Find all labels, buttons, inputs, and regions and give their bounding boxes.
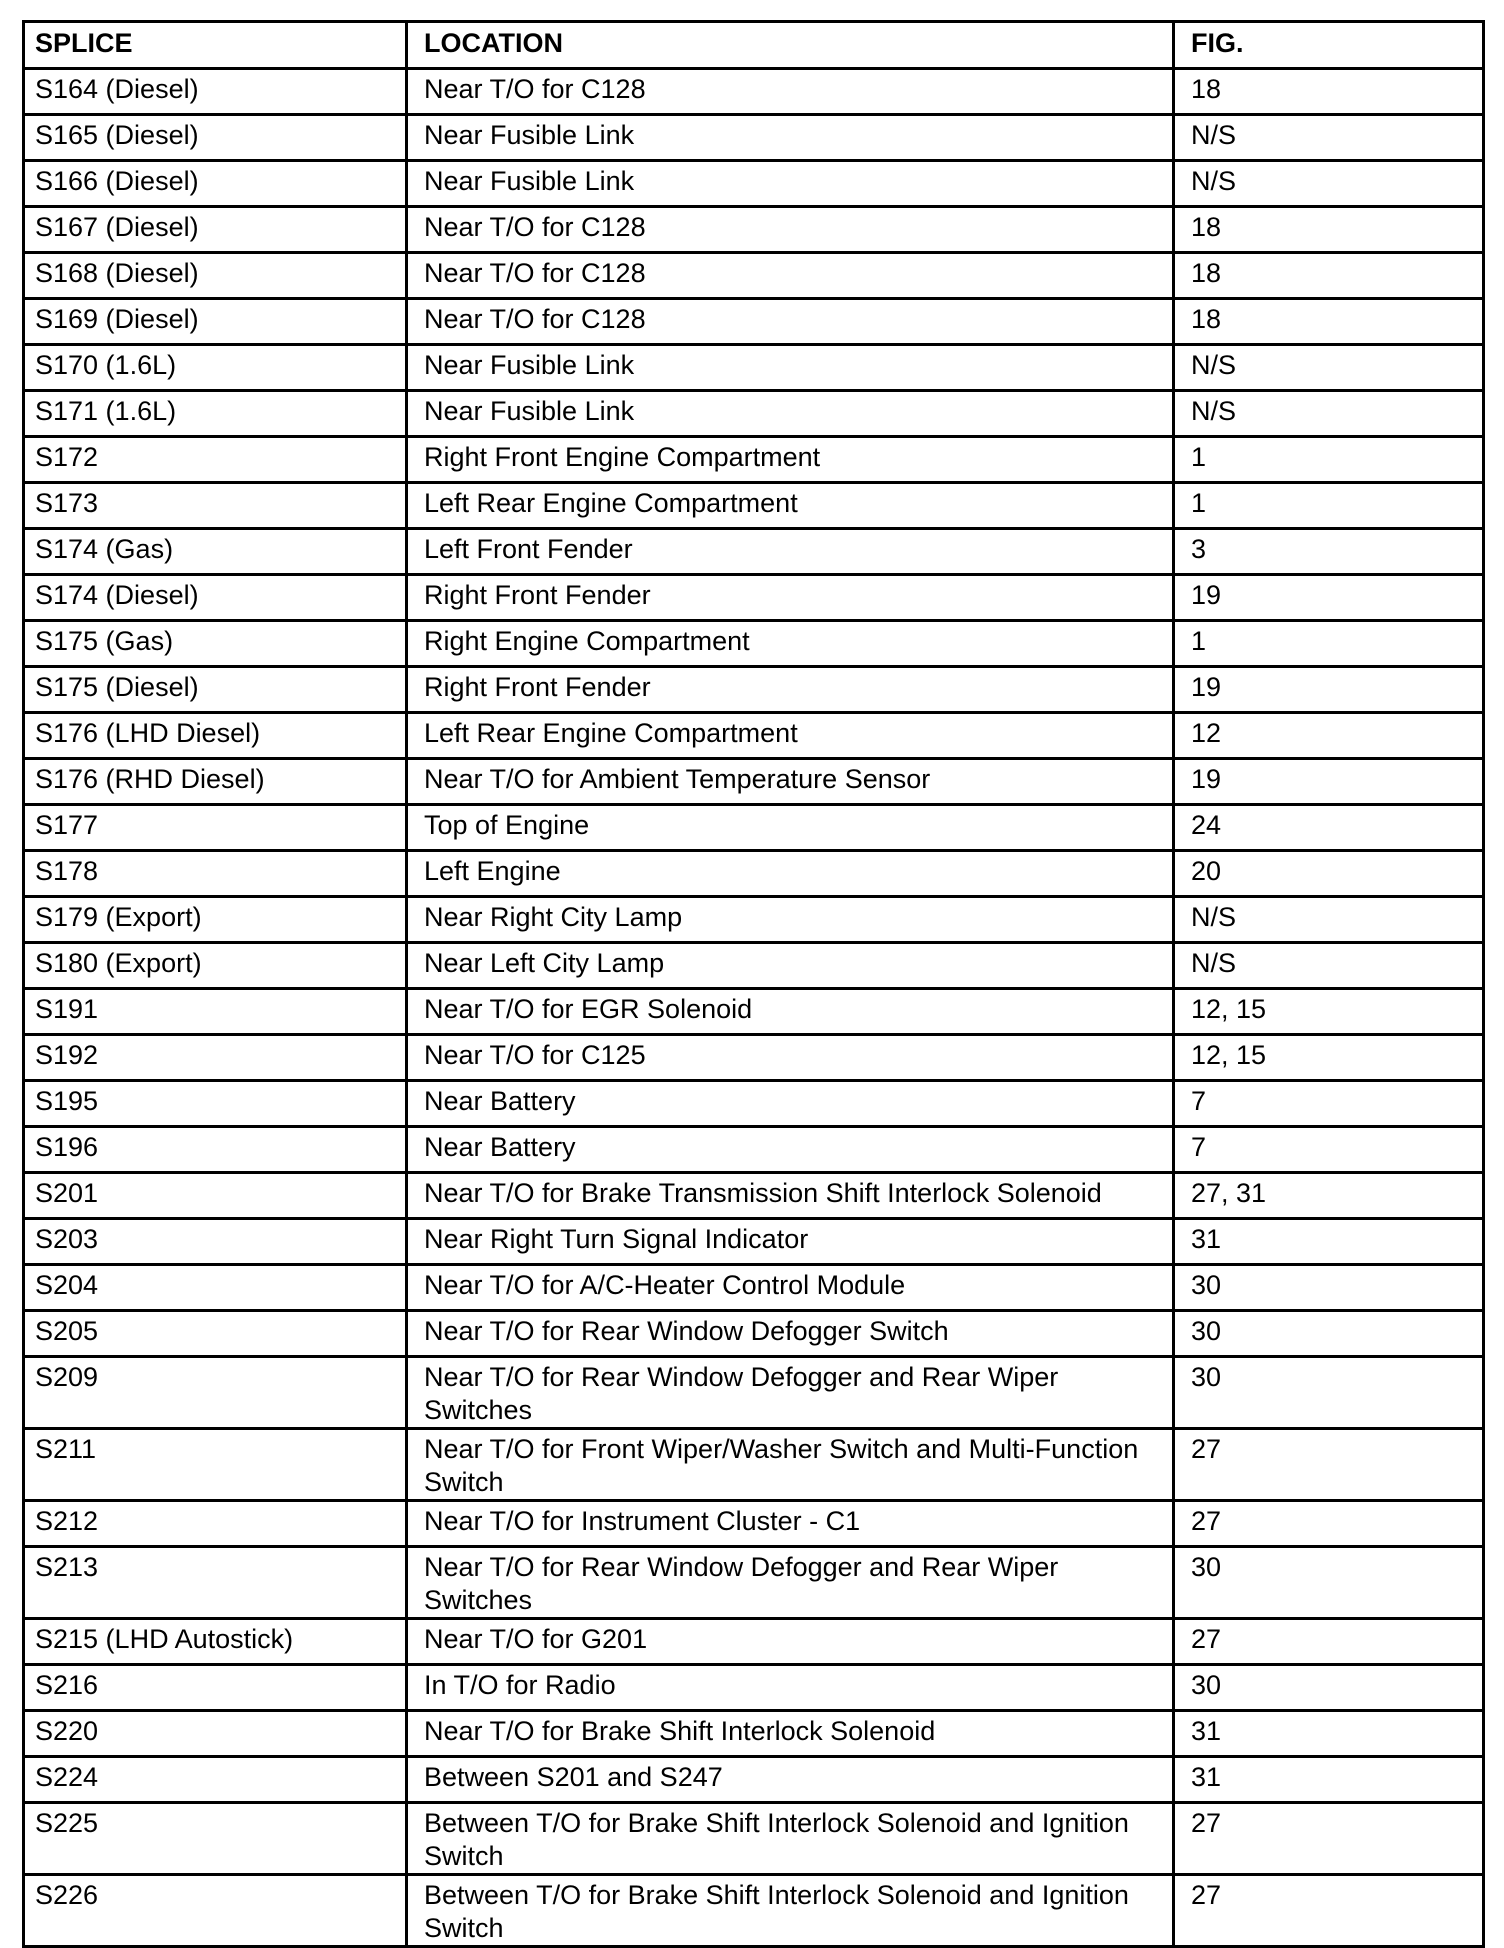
table-row [24,1081,1484,1127]
cell-location: Near Fusible Link [407,345,1174,391]
cell-fig: 1 [1174,483,1484,529]
cell-fig: 3 [1174,529,1484,575]
cell-fig: 12, 15 [1174,1035,1484,1081]
cell-location: Near Fusible Link [407,391,1174,437]
cell-fig: 27 [1174,1429,1484,1501]
cell-location: Near T/O for Brake Transmission Shift Interlock Solenoid [407,1173,1174,1219]
cell-fig: N/S [1174,897,1484,943]
cell-fig: N/S [1174,161,1484,207]
cell-splice: S176 (LHD Diesel) [24,713,407,759]
cell-location: Top of Engine [407,805,1174,851]
cell-splice: S175 (Diesel) [24,667,407,713]
cell-location: Right Front Fender [407,667,1174,713]
cell-location: Near T/O for Rear Window Defogger and Rear Wiper Switches [407,1357,1174,1429]
cell-splice: S179 (Export) [24,897,407,943]
cell-splice: S191 [24,989,407,1035]
cell-splice: S215 (LHD Autostick) [24,1619,407,1665]
cell-location: Near T/O for G201 [407,1619,1174,1665]
cell-location: Near T/O for Ambient Temperature Sensor [407,759,1174,805]
cell-splice: S196 [24,1127,407,1173]
cell-splice: S216 [24,1665,407,1711]
cell-location: Right Engine Compartment [407,621,1174,667]
cell-fig: 18 [1174,69,1484,115]
table-row [24,115,1484,161]
table-row [24,529,1484,575]
cell-splice: S209 [24,1357,407,1429]
table-row [24,1357,1484,1429]
cell-fig: 7 [1174,1127,1484,1173]
cell-fig: 18 [1174,299,1484,345]
cell-splice: S174 (Gas) [24,529,407,575]
cell-fig: 30 [1174,1311,1484,1357]
table-row [24,989,1484,1035]
cell-fig: N/S [1174,943,1484,989]
table-row [24,1501,1484,1547]
table-row [24,1547,1484,1619]
table-row [24,851,1484,897]
cell-fig: 1 [1174,437,1484,483]
column-header-fig: FIG. [1174,22,1484,69]
cell-location: Near Fusible Link [407,115,1174,161]
table-row [24,1711,1484,1757]
cell-location: Near T/O for C128 [407,207,1174,253]
table-row [24,805,1484,851]
cell-splice: S213 [24,1547,407,1619]
cell-location: Near Fusible Link [407,161,1174,207]
cell-fig: 18 [1174,253,1484,299]
table-row [24,483,1484,529]
table-row [24,1219,1484,1265]
cell-splice: S192 [24,1035,407,1081]
cell-location: Near T/O for A/C-Heater Control Module [407,1265,1174,1311]
column-header-location: LOCATION [407,22,1174,69]
table-row [24,759,1484,805]
cell-fig: 27, 31 [1174,1173,1484,1219]
cell-fig: 27 [1174,1875,1484,1947]
cell-splice: S165 (Diesel) [24,115,407,161]
cell-splice: S172 [24,437,407,483]
cell-splice: S175 (Gas) [24,621,407,667]
cell-location: In T/O for Radio [407,1665,1174,1711]
cell-fig: 31 [1174,1757,1484,1803]
cell-fig: 31 [1174,1711,1484,1757]
table-row [24,1757,1484,1803]
table-row [24,713,1484,759]
cell-splice: S220 [24,1711,407,1757]
cell-fig: 27 [1174,1501,1484,1547]
cell-location: Left Rear Engine Compartment [407,713,1174,759]
cell-fig: 18 [1174,207,1484,253]
cell-location: Left Front Fender [407,529,1174,575]
cell-fig: 12 [1174,713,1484,759]
cell-location: Near T/O for EGR Solenoid [407,989,1174,1035]
cell-location: Near T/O for C128 [407,253,1174,299]
cell-fig: 31 [1174,1219,1484,1265]
cell-location: Right Front Fender [407,575,1174,621]
table-row [24,1803,1484,1875]
table-row [24,161,1484,207]
cell-fig: 12, 15 [1174,989,1484,1035]
cell-location: Left Rear Engine Compartment [407,483,1174,529]
cell-fig: 7 [1174,1081,1484,1127]
cell-location: Near Right Turn Signal Indicator [407,1219,1174,1265]
splice-location-table [22,20,1485,1948]
cell-location: Near Left City Lamp [407,943,1174,989]
cell-splice: S166 (Diesel) [24,161,407,207]
table-row [24,437,1484,483]
table-row [24,575,1484,621]
cell-location: Right Front Engine Compartment [407,437,1174,483]
cell-splice: S204 [24,1265,407,1311]
cell-location: Left Engine [407,851,1174,897]
cell-location: Near Battery [407,1081,1174,1127]
cell-fig: 20 [1174,851,1484,897]
cell-splice: S173 [24,483,407,529]
cell-location: Near T/O for Front Wiper/Washer Switch and Multi-Function Switch [407,1429,1174,1501]
cell-splice: S167 (Diesel) [24,207,407,253]
cell-fig: N/S [1174,115,1484,161]
cell-location: Near T/O for C125 [407,1035,1174,1081]
table-row [24,69,1484,115]
cell-fig: 27 [1174,1803,1484,1875]
table-row [24,1035,1484,1081]
cell-fig: 24 [1174,805,1484,851]
cell-splice: S224 [24,1757,407,1803]
cell-splice: S168 (Diesel) [24,253,407,299]
cell-fig: 19 [1174,667,1484,713]
cell-fig: 30 [1174,1265,1484,1311]
table-row [24,1311,1484,1357]
table-row [24,1265,1484,1311]
table-row [24,943,1484,989]
cell-splice: S164 (Diesel) [24,69,407,115]
table-row [24,621,1484,667]
cell-location: Near T/O for Brake Shift Interlock Solenoid [407,1711,1174,1757]
table-row [24,1429,1484,1501]
cell-location: Between T/O for Brake Shift Interlock Solenoid and Ignition Switch [407,1803,1174,1875]
cell-fig: 30 [1174,1665,1484,1711]
cell-splice: S170 (1.6L) [24,345,407,391]
table-row [24,345,1484,391]
cell-location: Between T/O for Brake Shift Interlock Solenoid and Ignition Switch [407,1875,1174,1947]
table-row [24,253,1484,299]
cell-splice: S178 [24,851,407,897]
cell-splice: S211 [24,1429,407,1501]
cell-splice: S169 (Diesel) [24,299,407,345]
cell-splice: S176 (RHD Diesel) [24,759,407,805]
table-row [24,1875,1484,1947]
table-row [24,667,1484,713]
cell-splice: S174 (Diesel) [24,575,407,621]
cell-fig: N/S [1174,345,1484,391]
cell-fig: 1 [1174,621,1484,667]
table-row [24,391,1484,437]
table-header-row [24,22,1484,69]
cell-fig: 19 [1174,759,1484,805]
cell-location: Near T/O for Rear Window Defogger Switch [407,1311,1174,1357]
cell-fig: N/S [1174,391,1484,437]
table-row [24,1127,1484,1173]
cell-splice: S225 [24,1803,407,1875]
cell-location: Between S201 and S247 [407,1757,1174,1803]
table-row [24,299,1484,345]
cell-location: Near Right City Lamp [407,897,1174,943]
cell-location: Near T/O for Rear Window Defogger and Rear Wiper Switches [407,1547,1174,1619]
cell-splice: S205 [24,1311,407,1357]
table-row [24,897,1484,943]
cell-splice: S195 [24,1081,407,1127]
cell-splice: S226 [24,1875,407,1947]
cell-splice: S177 [24,805,407,851]
table-row [24,207,1484,253]
cell-fig: 27 [1174,1619,1484,1665]
cell-fig: 30 [1174,1547,1484,1619]
table-row [24,1173,1484,1219]
cell-splice: S180 (Export) [24,943,407,989]
cell-splice: S201 [24,1173,407,1219]
cell-location: Near T/O for C128 [407,299,1174,345]
cell-splice: S212 [24,1501,407,1547]
column-header-splice: SPLICE [24,22,407,69]
cell-location: Near T/O for C128 [407,69,1174,115]
cell-location: Near T/O for Instrument Cluster - C1 [407,1501,1174,1547]
table-row [24,1619,1484,1665]
cell-splice: S171 (1.6L) [24,391,407,437]
cell-fig: 30 [1174,1357,1484,1429]
table-body [24,69,1484,1947]
cell-splice: S203 [24,1219,407,1265]
cell-fig: 19 [1174,575,1484,621]
table-row [24,1665,1484,1711]
cell-location: Near Battery [407,1127,1174,1173]
